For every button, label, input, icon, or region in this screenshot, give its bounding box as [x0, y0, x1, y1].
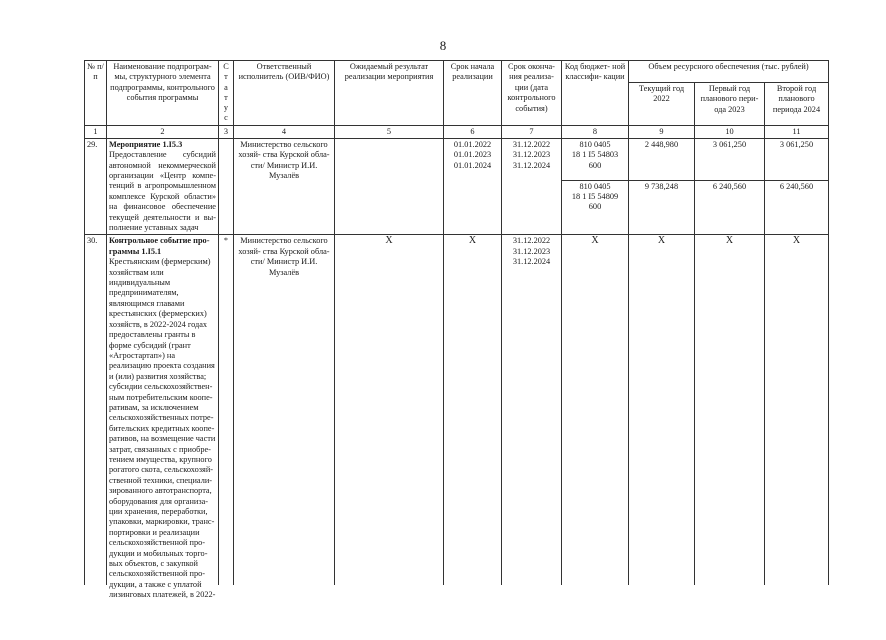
colnum: 8	[562, 125, 629, 138]
row30-responsible: Министерство сельского хозяй- ства Курской обла- сти/ Министр И.И. Музалёв	[234, 235, 335, 586]
row30-text-line: реализацию проекта создания	[109, 361, 215, 371]
row30-code: Х	[562, 235, 629, 586]
row30-name	[107, 235, 219, 600]
row30-amount-2022: Х	[629, 235, 695, 586]
row30-text-line: ственной техники, специали-	[109, 475, 213, 485]
page-number: 8	[439, 38, 447, 53]
row30-text-line: ративов, на возмещение части	[109, 434, 216, 444]
table-row-30	[85, 235, 829, 586]
row30-text-line: сельскохозяйственных потре-	[109, 413, 214, 423]
row30-status: *	[219, 235, 234, 586]
row29-amount-2022-a: 2 448,980	[629, 138, 695, 180]
colnum: 4	[234, 125, 335, 138]
row30-end: 31.12.2022 31.12.2023 31.12.2024	[502, 235, 562, 586]
colnum: 3	[219, 125, 234, 138]
row29-status	[219, 138, 234, 235]
row30-amount-2024: Х	[765, 235, 829, 586]
row30-text-line: индивидуальным	[109, 278, 171, 288]
row30-text-line: и (или) развития хозяйства;	[109, 371, 207, 381]
row30-text-line: упаковки, маркировки, транс-	[109, 517, 215, 527]
row30-result: Х	[335, 235, 444, 586]
row30-text-line: предпринимателям,	[109, 288, 179, 298]
row30-text-line: предоставлены гранты в	[109, 330, 196, 340]
header-row	[85, 61, 829, 83]
row29-num: 29.	[85, 138, 107, 235]
colnum: 7	[502, 125, 562, 138]
colnum: 5	[335, 125, 444, 138]
row30-text-line: хозяйств, в 2022-2024 годах	[109, 319, 208, 329]
header-code: Код бюджет- ной классифи- кации	[562, 61, 629, 126]
header-result: Ожидаемый результат реализации мероприятия	[335, 61, 444, 126]
colnum: 10	[695, 125, 765, 138]
row30-text-line: дукции и мобильных торго-	[109, 548, 208, 558]
header-name: Наименование подпрограм- мы, структурного элемента подпрограммы, контрольного события программы	[107, 61, 219, 126]
row30-text-line: портировки и реализации	[109, 527, 200, 537]
header-end: Срок оконча- ния реализа- ции (дата контрольного события)	[502, 61, 562, 126]
row30-text-line: форме субсидий (грант	[109, 340, 191, 350]
row30-text-line: являющимся главами	[109, 298, 185, 308]
row30-text-line: затрат, связанных с приобре-	[109, 444, 211, 454]
header-num: № п/п	[85, 61, 107, 126]
row29-code-2: 810 0405 18 1 I5 54809 600	[562, 180, 629, 235]
row30-text-line: Крестьянским (фермерским)	[109, 257, 211, 267]
header-current-year: Текущий год 2022	[629, 82, 695, 125]
row30-text-line: сельскохозяйственной про-	[109, 538, 206, 548]
row30-text-line: крестьянских (фермерских)	[109, 309, 207, 319]
row29-responsible: Министерство сельского хозяй- ства Курской обла- сти/ Министр И.И. Музалёв	[234, 138, 335, 235]
row30-num: 30.	[85, 235, 107, 586]
row29-end: 31.12.2022 31.12.2023 31.12.2024	[502, 138, 562, 235]
row30-text-line: ным потребительским коопе-	[109, 392, 213, 402]
row30-text-line: зированного автотранспорта,	[109, 486, 212, 496]
row29-code-1: 810 0405 18 1 I5 54803 600	[562, 138, 629, 180]
header-first-year: Первый год планового пери- ода 2023	[695, 82, 765, 125]
row29-title: Мероприятие 1.I5.3	[109, 139, 183, 149]
row30-text-line: субсидии сельскохозяйствен-	[109, 382, 213, 392]
row30-text-line: оборудования для организа-	[109, 496, 209, 506]
row30-start: Х	[444, 235, 502, 586]
row30-title: Контрольное событие про- граммы 1.I5.1	[109, 236, 210, 256]
row30-text-line: лизинговых платежей, в 2022-	[109, 590, 216, 600]
header-status: С т а т у с	[219, 61, 234, 126]
header-second-year: Второй год планового периода 2024	[765, 82, 829, 125]
row30-text-line: «Агростартап») на	[109, 350, 176, 360]
row30-text-line: тением имущества, крупного	[109, 454, 212, 464]
colnum: 2	[107, 125, 219, 138]
row29-name	[107, 138, 219, 235]
row29-amount-2023-a: 3 061,250	[695, 138, 765, 180]
column-number-row	[85, 125, 829, 138]
header-funding: Объем ресурсного обеспечения (тыс. рублей)	[629, 61, 829, 83]
row30-amount-2023: Х	[695, 235, 765, 586]
colnum: 9	[629, 125, 695, 138]
table-row-29	[85, 138, 829, 180]
header-responsible: Ответственный исполнитель (ОИВ/ФИО)	[234, 61, 335, 126]
row29-amount-2023-b: 6 240,560	[695, 180, 765, 235]
row29-text: Предоставление субсидий автономной некоммерческой организации «Центр компе- тенций в агропромышленном комплексе Курской области» на финансовое обеспечение текущей деятельности и вы- полнение уставных задач	[109, 150, 216, 233]
colnum: 1	[85, 125, 107, 138]
row29-amount-2024-a: 3 061,250	[765, 138, 829, 180]
row29-amount-2022-b: 9 738,248	[629, 180, 695, 235]
row30-text-line: рогатого скота, сельскохозяй-	[109, 465, 214, 475]
program-table	[84, 60, 829, 600]
row29-start: 01.01.2022 01.01.2023 01.01.2024	[444, 138, 502, 235]
header-start: Срок начала реализации	[444, 61, 502, 126]
row30-text-line: бительских кредитных коопе-	[109, 423, 215, 433]
row30-text	[109, 257, 216, 600]
row29-result	[335, 138, 444, 235]
row30-text-line: ции хранения, переработки,	[109, 507, 208, 516]
row29-amount-2024-b: 6 240,560	[765, 180, 829, 235]
row30-text-line: ративам, за исключением	[109, 402, 199, 412]
row30-text-line: хозяйствам или	[109, 267, 164, 277]
row30-text-line: вых объектов, с закупкой	[109, 559, 198, 569]
row30-text-line: дукции, а также с уплатой	[109, 579, 202, 589]
colnum: 6	[444, 125, 502, 138]
row30-text-line: сельскохозяйственной про-	[109, 569, 206, 579]
colnum: 11	[765, 125, 829, 138]
